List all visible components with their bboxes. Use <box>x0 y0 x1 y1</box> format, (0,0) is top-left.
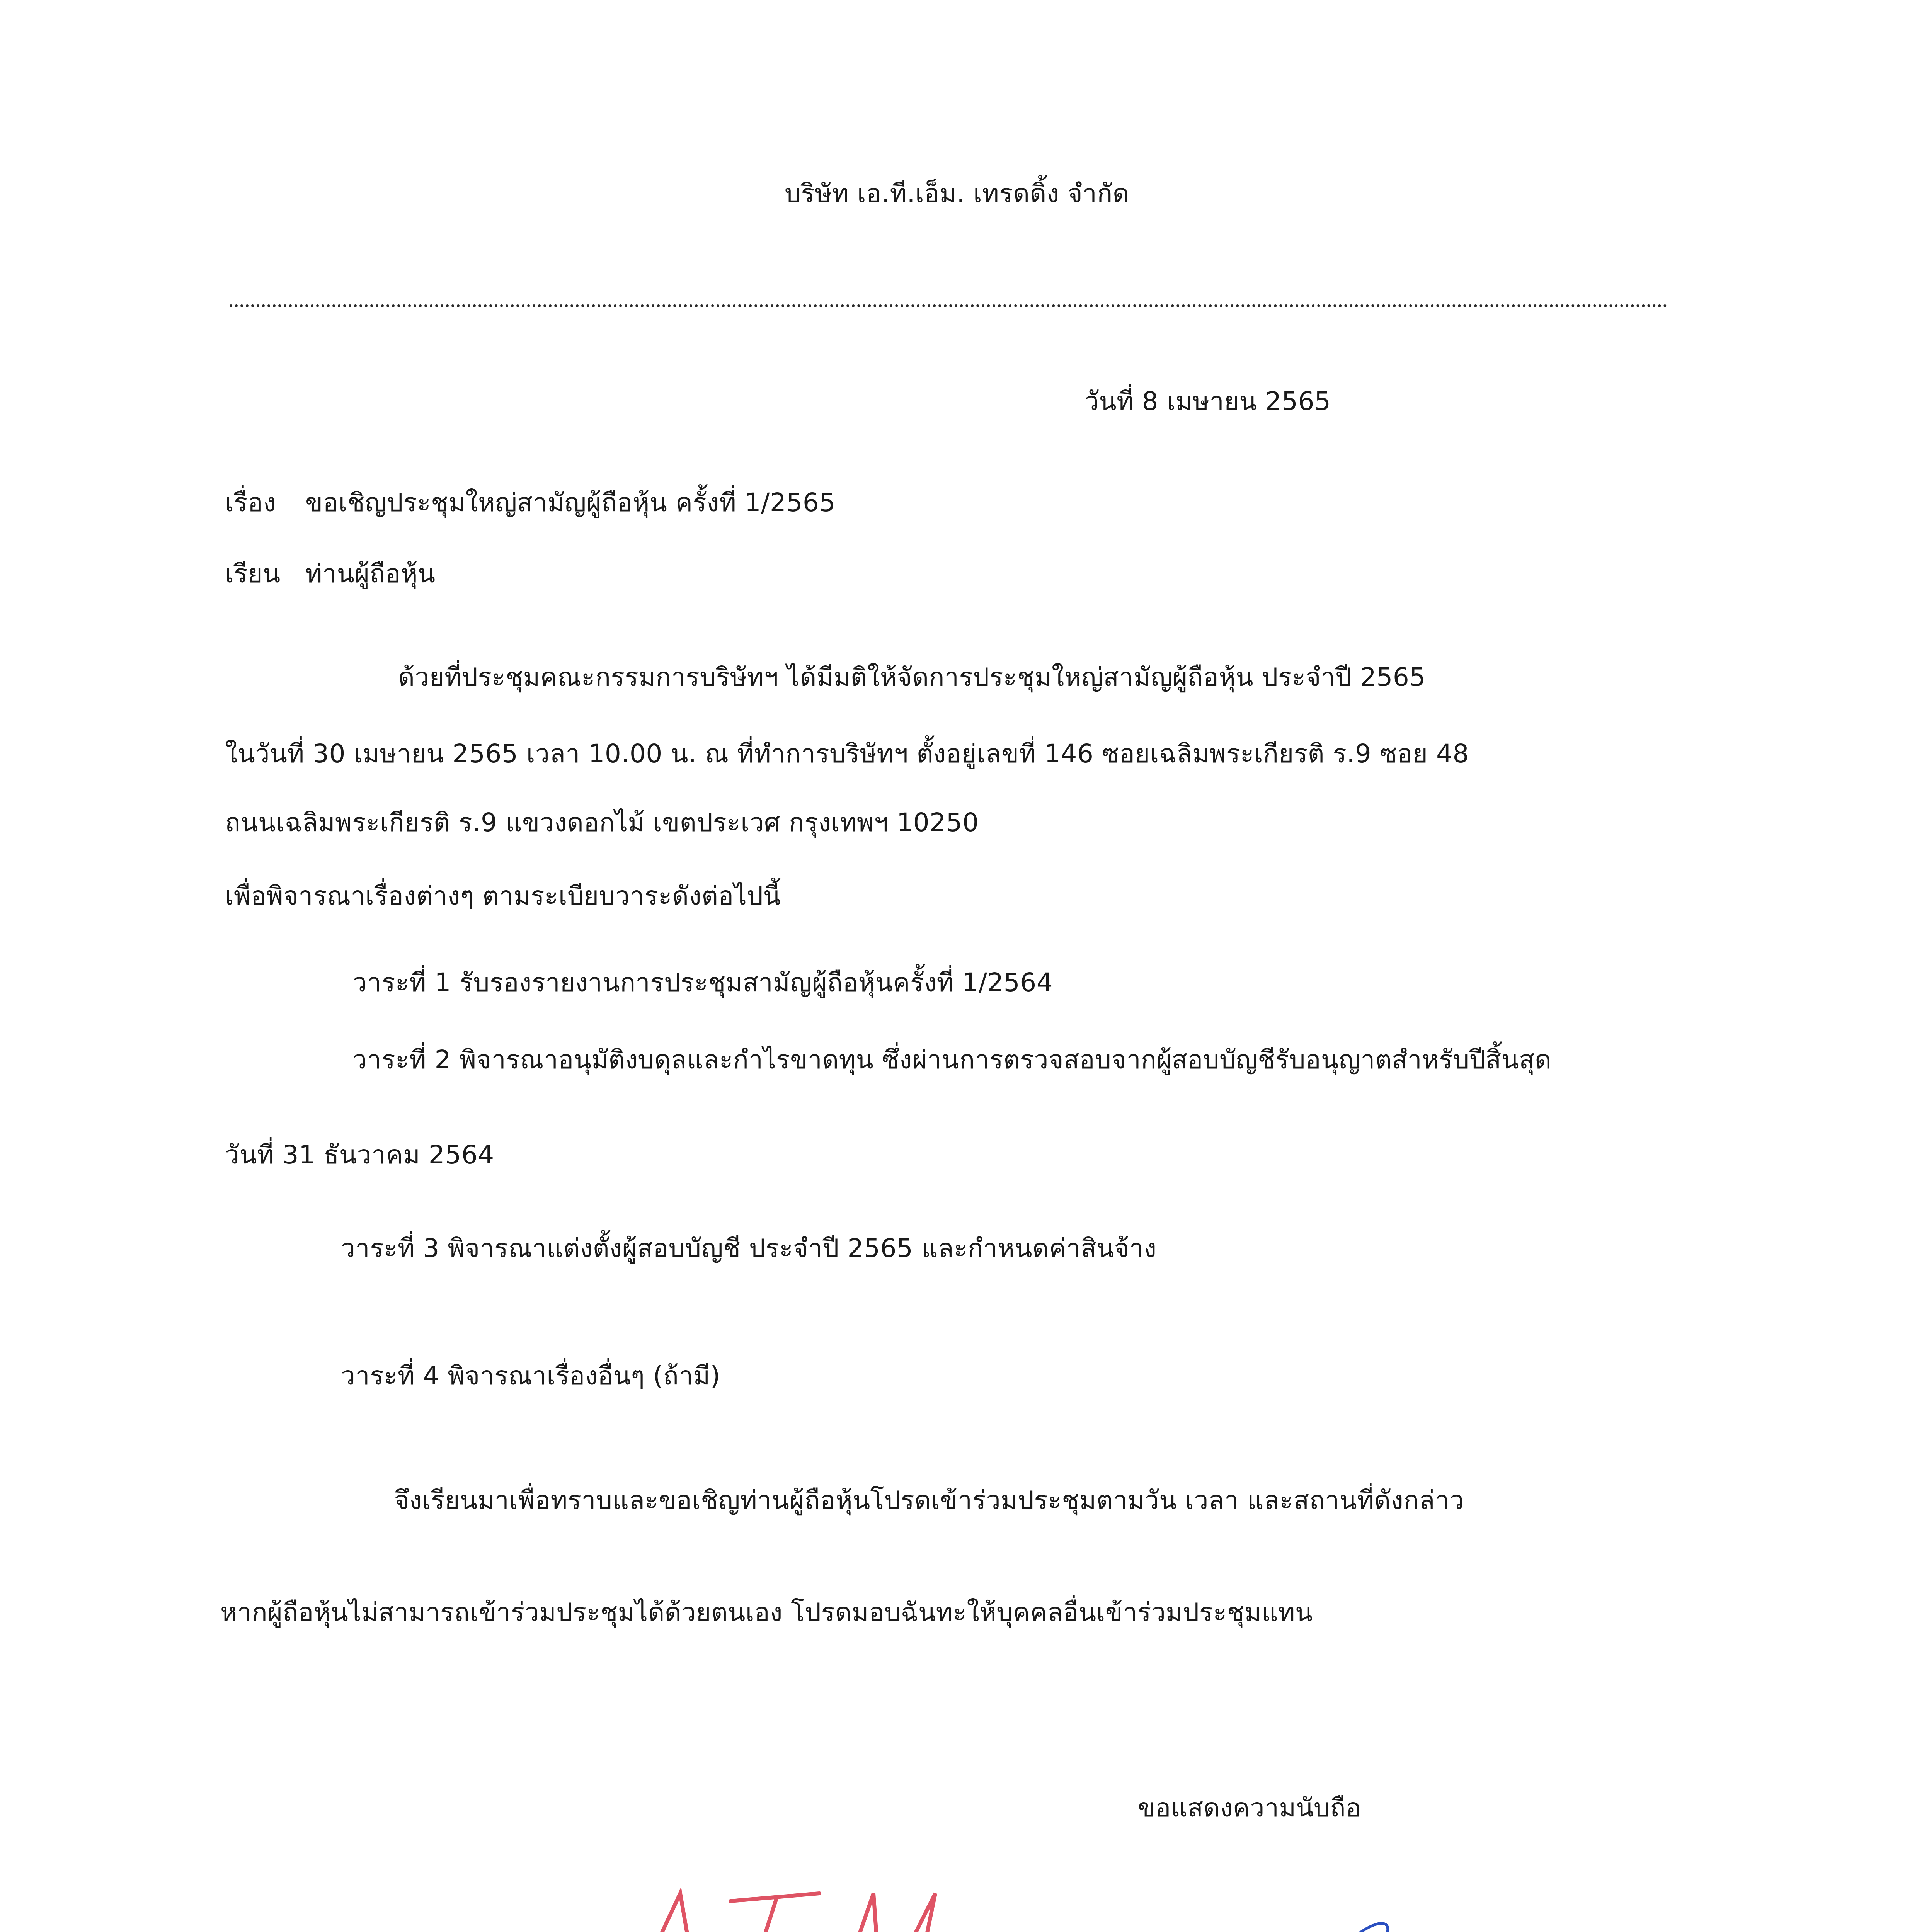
body-line-4: เพื่อพิจารณาเรื่องต่างๆ ตามระเบียบวาระดังต่อไปนี้ <box>225 881 781 911</box>
subject-text: ขอเชิญประชุมใหญ่สามัญผู้ถือหุ้น ครั้งที่ 1/2565 <box>305 488 836 517</box>
header-dotted-rule <box>230 304 1667 307</box>
closing-line-2: หากผู้ถือหุ้นไม่สามารถเข้าร่วมประชุมได้ด้วยตนเอง โปรดมอบฉันทะให้บุคคลอื่นเข้าร่วมประชุมแทน <box>220 1597 1313 1627</box>
body-line-3: ถนนเฉลิมพระเกียรติ ร.9 แขวงดอกไม้ เขตประเวศ กรุงเทพฯ 10250 <box>225 808 979 837</box>
agenda-item-1: วาระที่ 1 รับรองรายงานการประชุมสามัญผู้ถือหุ้นครั้งที่ 1/2564 <box>352 968 1053 997</box>
body-line-1: ด้วยที่ประชุมคณะกรรมการบริษัทฯ ได้มีมติให้จัดการประชุมใหญ่สามัญผู้ถือหุ้น ประจำปี 2565 <box>398 662 1426 692</box>
subject-label: เรื่อง <box>225 488 276 517</box>
agenda-item-3: วาระที่ 3 พิจารณาแต่งตั้งผู้สอบบัญชี ประจำปี 2565 และกำหนดค่าสินจ้าง <box>341 1233 1157 1263</box>
company-name: บริษัท เอ.ที.เอ็ม. เทรดดิ้ง จำกัด <box>785 179 1130 208</box>
stamp-logo <box>611 1893 1117 1932</box>
closing-line-1: จึงเรียนมาเพื่อทราบและขอเชิญท่านผู้ถือหุ้นโปรดเข้าร่วมประชุมตามวัน เวลา และสถานที่ดังกล่าว <box>394 1485 1464 1515</box>
signoff: ขอแสดงความนับถือ <box>1138 1793 1362 1823</box>
to-label: เรียน <box>225 559 281 588</box>
to-text: ท่านผู้ถือหุ้น <box>305 559 436 588</box>
company-stamp-and-signature <box>603 1878 1608 1932</box>
agenda-item-2-continuation: วันที่ 31 ธันวาคม 2564 <box>225 1140 494 1170</box>
handwritten-signature <box>1067 1923 1592 1932</box>
agenda-item-2: วาระที่ 2 พิจารณาอนุมัติงบดุลและกำไรขาดทุน ซึ่งผ่านการตรวจสอบจากผู้สอบบัญชีรับอนุญาตสำหรับปีสิ้นสุด <box>352 1045 1552 1075</box>
letter-date: วันที่ 8 เมษายน 2565 <box>1084 386 1331 416</box>
body-line-2: ในวันที่ 30 เมษายน 2565 เวลา 10.00 น. ณ ที่ทำการบริษัทฯ ตั้งอยู่เลขที่ 146 ซอยเฉลิมพระเกียรติ ร.9 ซอย 48 <box>225 739 1469 769</box>
agenda-item-4: วาระที่ 4 พิจารณาเรื่องอื่นๆ (ถ้ามี) <box>341 1361 721 1391</box>
